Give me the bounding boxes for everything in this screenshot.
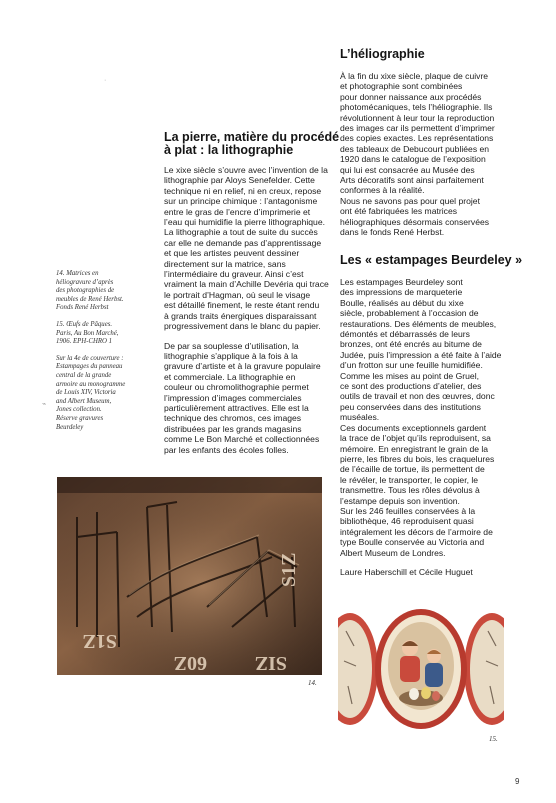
plate-number: S1Z	[278, 552, 300, 587]
figure-label-15: 15.	[489, 735, 498, 743]
chromolithograph-image	[338, 606, 504, 732]
heliogravure-plate-image	[57, 477, 322, 675]
caption-back-cover: Sur la 4e de couverture : Estampages du panneau central de la grande armoire au monogramme de Louis XIV, Victoria and Albert Museum, Jones collection. Réserve gravures Beurdeley	[56, 354, 126, 431]
photo-heliogravure-matrix	[57, 477, 322, 675]
section-title-heliographie: L’héliographie	[340, 47, 425, 61]
figure-label-14: 14.	[308, 679, 317, 687]
plate-number: S1Z	[82, 630, 117, 652]
heliographie-text	[340, 71, 515, 247]
estampages-text	[340, 277, 518, 586]
caption-sidebar	[56, 270, 151, 440]
lithographie-paragraph-2: De par sa souplesse d’utilisation, la lithographie s’applique à la fois à la gravure d’artiste et à la gravure populaire et commerciale. La lithographie en couleur ou chromolithographie permet l’impression d’images commerciales particulièrement attractives. Elle est la technique des chromos, ces images distribuées par les grands magasins comme Le Bon Marché et collectionnées par les enfants des écoles folles.	[164, 340, 321, 455]
page-number: 9	[515, 777, 520, 786]
lithographie-text	[164, 165, 334, 464]
lithographie-paragraph-1: Le xixe siècle s’ouvre avec l’invention de la lithographie par Aloys Senefelder. Cette technique ni en relief, ni en creux, repose sur un principe chimique : l’antagonisme entre le gras de l’encre d’imprimerie et l’eau qui humidifie la pierre lithographique. La lithographie a tout de suite du succès car elle ne demande pas d’apprentissage et que les artistes peuvent dessiner directement sur la matrice, sans l’intermédiaire du graveur. Ainsi c’est vraiment la main d’Achille Devéria qui trace le portrait d’Hagman, où seul le visage est détaillé finement, le reste étant rendu à grands traits énergiques disparaissant progressivement dans le blanc du papier.	[164, 165, 329, 332]
section-title-lithographie: La pierre, matière du procédé à plat : la lithographie	[164, 130, 340, 158]
plate-number: 60Z	[173, 652, 207, 674]
paper-speck: ⌁	[42, 401, 47, 408]
caption-15: 15. Œufs de Pâques. Paris, Au Bon Marché, 1906. EPH-CHRO 1	[56, 320, 119, 346]
estampages-paragraph: Les estampages Beurdeley sont des impressions de marqueterie Boulle, réalisés au début du xixe siècle, probablement à l’occasion de restaurations. Des éléments de meubles, démontés et débarrassés de leurs bronzes, ont été encrés au bitume de Judée, puis l’impression a été faite à l’aide d’un frotton sur une feuille humidifiée. Comme les mises au point de Gruel, ce sont des productions d’atelier, des outils de travail et non des œuvres, donc peu conservées dans des institutions muséales. Ces documents exceptionnels gardent la trace de l’objet qu’ils reproduisent, sa mémoire. En enregistrant le grain de la pierre, les fibres du bois, les craquelures de l’écaille de tortue, ils permettent de le révéler, le transporter, le copier, le transmettre. Tous les rôles dévolus à l’estampe depuis son invention. Sur les 246 feuilles conservées à la bibliothèque, 46 reproduisent quasi intégralement les décors de l’armoire de type Boulle conservée au Victoria and Albert Museum de Londres.	[340, 277, 502, 558]
article-authors: Laure Haberschill et Cécile Huguet	[340, 566, 473, 577]
section-title-estampages: Les « estampages Beurdeley »	[340, 253, 523, 267]
plate-number: SIZ	[254, 652, 287, 674]
paper-speck: ·	[104, 77, 107, 84]
image-easter-eggs-chromo	[338, 606, 504, 732]
caption-14: 14. Matrices en héliogravure d’après des photographies de meubles de René Herbst. Fonds René Herbst	[56, 270, 124, 312]
heliographie-paragraph: À la fin du xixe siècle, plaque de cuivre et photographie sont combinées pour donner naissance aux procédés photomécaniques, tels l’héliographie. Ils révolutionnent à leur tour la reproduction des images car ils permettent d’imprimer des copies exactes. Les représentations des tableaux de Debucourt publiées en 1920 dans le catalogue de l’exposition qui lui est consacrée au Musée des Arts décoratifs sont ainsi parfaitement conformes à la réalité. Nous ne savons pas pour quel projet ont été fabriquées les matrices héliographiques désormais conservées dans le fonds René Herbst.	[340, 71, 495, 238]
